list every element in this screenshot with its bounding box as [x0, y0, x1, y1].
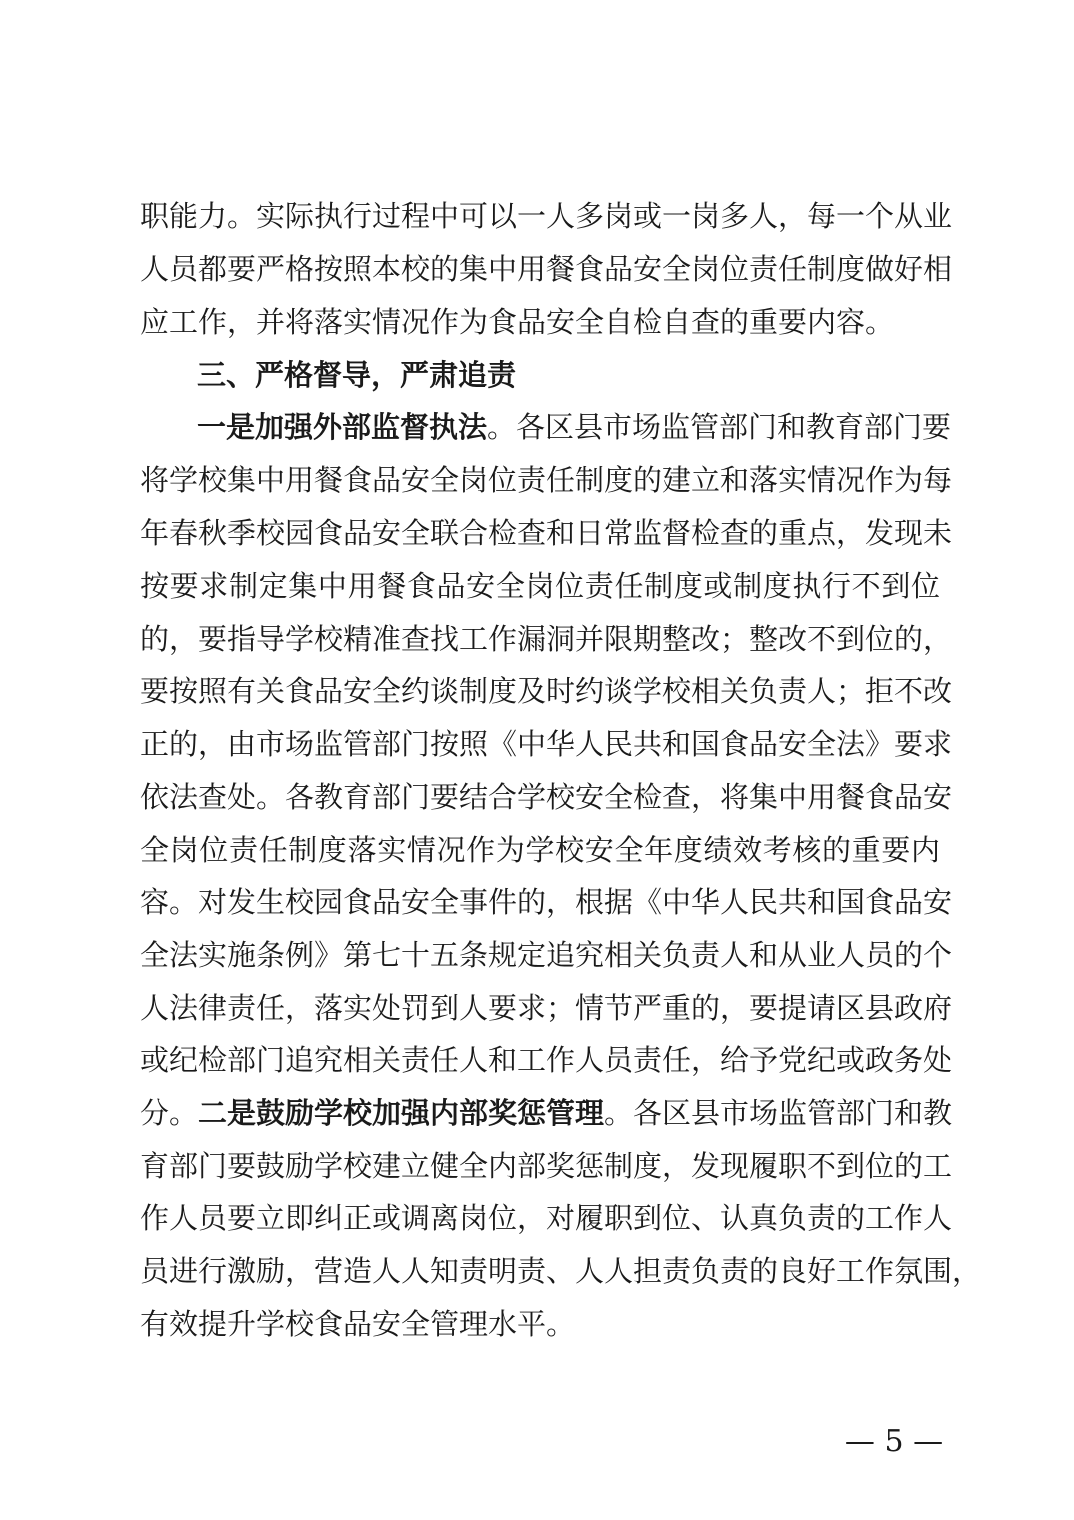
body-line-21: 员进行激励，营造人人知责明责、人人担责负责的良好工作氛围，: [140, 1254, 982, 1288]
body-line-1: 职能力。实际执行过程中可以一人多岗或一岗多人，每一个从业: [140, 199, 953, 233]
body-line-2: 人员都要严格按照本校的集中用餐食品安全岗位责任制度做好相: [140, 252, 953, 286]
page-number: — 5 —: [844, 1424, 944, 1459]
body-line-12: 依法查处。各教育部门要结合学校安全检查，将集中用餐食品安: [140, 780, 953, 814]
lead-phrase-2: 二是鼓励学校加强内部奖惩管理: [198, 1096, 605, 1130]
body-line-18: [140, 1093, 953, 1133]
body-line-6: 将学校集中用餐食品安全岗位责任制度的建立和落实情况作为每: [140, 463, 953, 497]
body-line-20: 作人员要立即纠正或调离岗位，对履职到位、认真负责的工作人: [140, 1201, 953, 1235]
body-line-9: 的，要指导学校精准查找工作漏洞并限期整改；整改不到位的，: [140, 622, 953, 656]
body-line-16: 人法律责任，落实处罚到人要求；情节严重的，要提请区县政府: [140, 991, 953, 1025]
body-line-5: [197, 407, 952, 447]
body-line-18-rest: 。各区县市场监管部门和教: [604, 1096, 953, 1130]
body-line-17: 或纪检部门追究相关责任人和工作人员责任，给予党纪或政务处: [140, 1043, 953, 1077]
body-line-7: 年春秋季校园食品安全联合检查和日常监督检查的重点，发现未: [140, 516, 953, 550]
body-line-15: 全法实施条例》第七十五条规定追究相关负责人和从业人员的个: [140, 938, 953, 972]
body-line-14: 容。对发生校园食品安全事件的，根据《中华人民共和国食品安: [140, 885, 953, 919]
body-line-18-start: 分。: [140, 1096, 199, 1130]
section-heading-3: 三、严格督导，严肃追责: [197, 358, 517, 392]
body-line-10: 要按照有关食品安全约谈制度及时约谈学校相关负责人；拒不改: [140, 674, 953, 708]
body-line-8: 按要求制定集中用餐食品安全岗位责任制度或制度执行不到位: [140, 569, 940, 603]
body-line-3: 应工作，并将落实情况作为食品安全自检自查的重要内容。: [140, 305, 895, 339]
lead-phrase-1: 一是加强外部监督执法: [197, 410, 488, 444]
body-line-19: 育部门要鼓励学校建立健全内部奖惩制度，发现履职不到位的工: [140, 1149, 953, 1183]
body-line-5-rest: 。各区县市场监管部门和教育部门要: [487, 410, 952, 444]
body-line-13: 全岗位责任制度落实情况作为学校安全年度绩效考核的重要内: [140, 833, 940, 867]
body-line-22: 有效提升学校食品安全管理水平。: [140, 1307, 576, 1341]
body-line-11: 正的，由市场监管部门按照《中华人民共和国食品安全法》要求: [140, 727, 953, 761]
